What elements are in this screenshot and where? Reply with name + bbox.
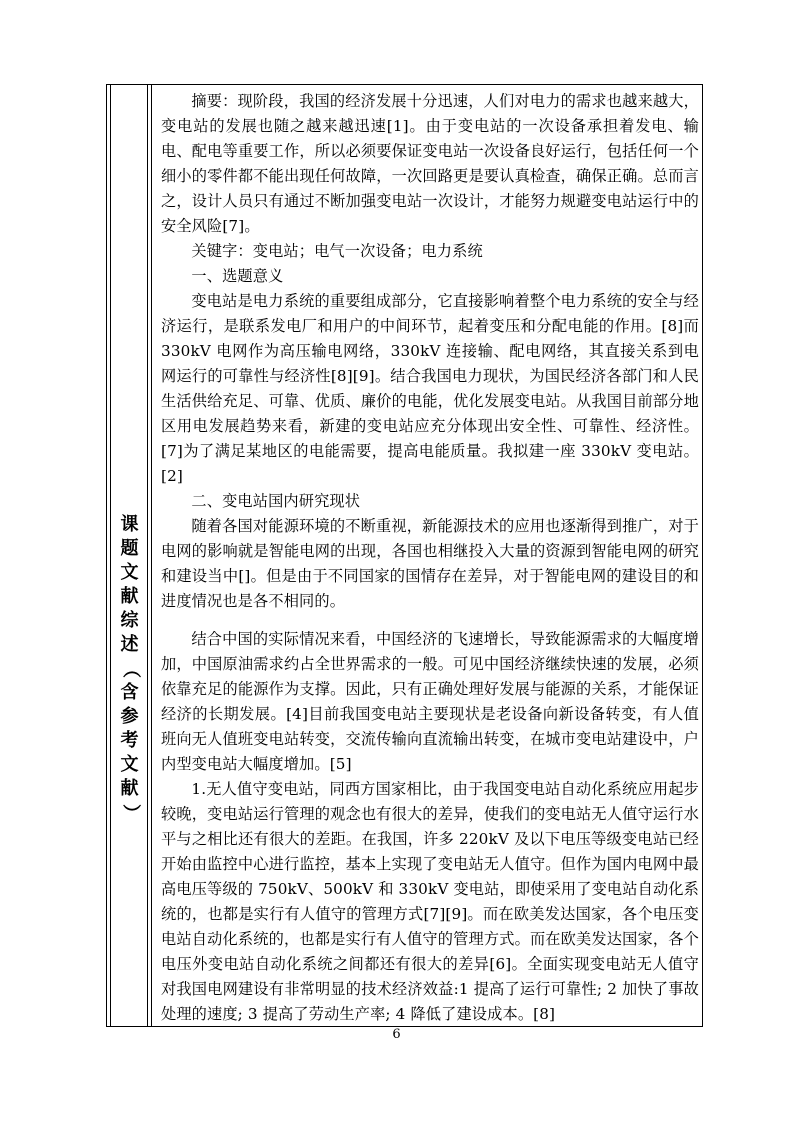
side-title-cell [107,85,152,1026]
keywords-paragraph: 关键字：变电站；电气一次设备；电力系统 [191,242,483,260]
side-title-char: ） [119,804,141,822]
review-table [106,84,703,1027]
side-title-char: 述 [120,634,139,655]
side-title-char: 课 [120,514,139,535]
section-heading: 一、选题意义 [191,267,284,285]
side-title-char: 文 [120,754,139,775]
side-title-char: 文 [120,562,139,583]
page-number: 6 [392,1027,401,1042]
section-heading: 二、变电站国内研究现状 [191,492,361,510]
body-paragraph: 1.无人值守变电站，同西方国家相比，由于我国变电站自动化系统应用起步较晚，变电站运行管理的观念也有很大的差异，使我们的变电站无人值守运行水平与之相比还有很大的差距。在我国，许多 220kV 及以下电压等级变电站已经开始由监控中心进行监控，基本上实现了变电站无人值守。但作为国内电网中最高电压等级的 750kV、500kV 和 330kV 变电站，即使采用了变电站自动化系统的，也都是实行有人值守的管理方式[7][9]。而在欧美发达国家，各个电压变电站自动化系统的，也都是实行有人值守的管理方式。而在欧美发达国家，各个电压外变电站自动化系统之间都还有很大的差异[6]。全面实现变电站无人值守对我国电网建设有非常明显的技术经济效益:1 提高了运行可靠性; 2 加快了事故处理的速度; 3 提高了劳动生产率; 4 降低了建设成本。[8] [161,780,699,1023]
abstract-paragraph: 摘要：现阶段，我国的经济发展十分迅速，人们对电力的需求也越来越大，变电站的发展也随之越来越迅速[1]。由于变电站的一次设备承担着发电、输电、配电等重要工作，所以必须要保证变电站一次设备良好运行，包括任何一个细小的零件都不能出现任何故障，一次回路更是要认真检查，确保正确。总而言之，设计人员只有通过不断加强变电站一次设计，才能努力规避变电站运行中的安全风险[7]。 [161,92,699,235]
side-title-char: 含 [120,682,139,703]
side-title-char: 考 [120,730,139,751]
side-title-char: （ [119,660,141,678]
body-paragraph: 变电站是电力系统的重要组成部分，它直接影响着整个电力系统的安全与经济运行，是联系发电厂和用户的中间环节，起着变压和分配电能的作用。[8]而 330kV 电网作为高压输电网络，330kV 连接输、配电网络，其直接关系到电网运行的可靠性与经济性[8][9]。结合我国电力现状，为国民经济各部门和人民生活供给充足、可靠、优质、廉价的电能，优化发展变电站。从我国目前部分地区用电发展趋势来看，新建的变电站应充分体现出安全性、可靠性、经济性。[7]为了满足某地区的电能需要，提高电能质量。我拟建一座 330kV 变电站。[2] [161,292,699,485]
side-title-char: 题 [120,538,139,559]
side-title [107,513,152,825]
side-title-char: 献 [120,778,139,799]
content-cell [158,85,702,1027]
side-title-char: 参 [120,706,139,727]
side-title-char: 综 [120,610,139,631]
body-paragraph: 结合中国的实际情况来看，中国经济的飞速增长，导致能源需求的大幅度增加，中国原油需求约占全世界需求的一般。可见中国经济继续快速的发展，必须依靠充足的能源作为支撑。因此，只有正确处理好发展与能源的关系，才能保证经济的长期发展。[4]目前我国变电站主要现状是老设备向新设备转变，有人值班向无人值班变电站转变，交流传输向直流输出转变，在城市变电站建设中，户内型变电站大幅度增加。[5] [161,630,699,773]
side-title-char: 献 [120,586,139,607]
body-paragraph: 随着各国对能源环境的不断重视，新能源技术的应用也逐渐得到推广，对于电网的影响就是智能电网的出现，各国也相继投入大量的资源到智能电网的研究和建设当中[]。但是由于不同国家的国情存在差异，对于智能电网的建设目的和进度情况也是各不相同的。 [161,517,699,610]
